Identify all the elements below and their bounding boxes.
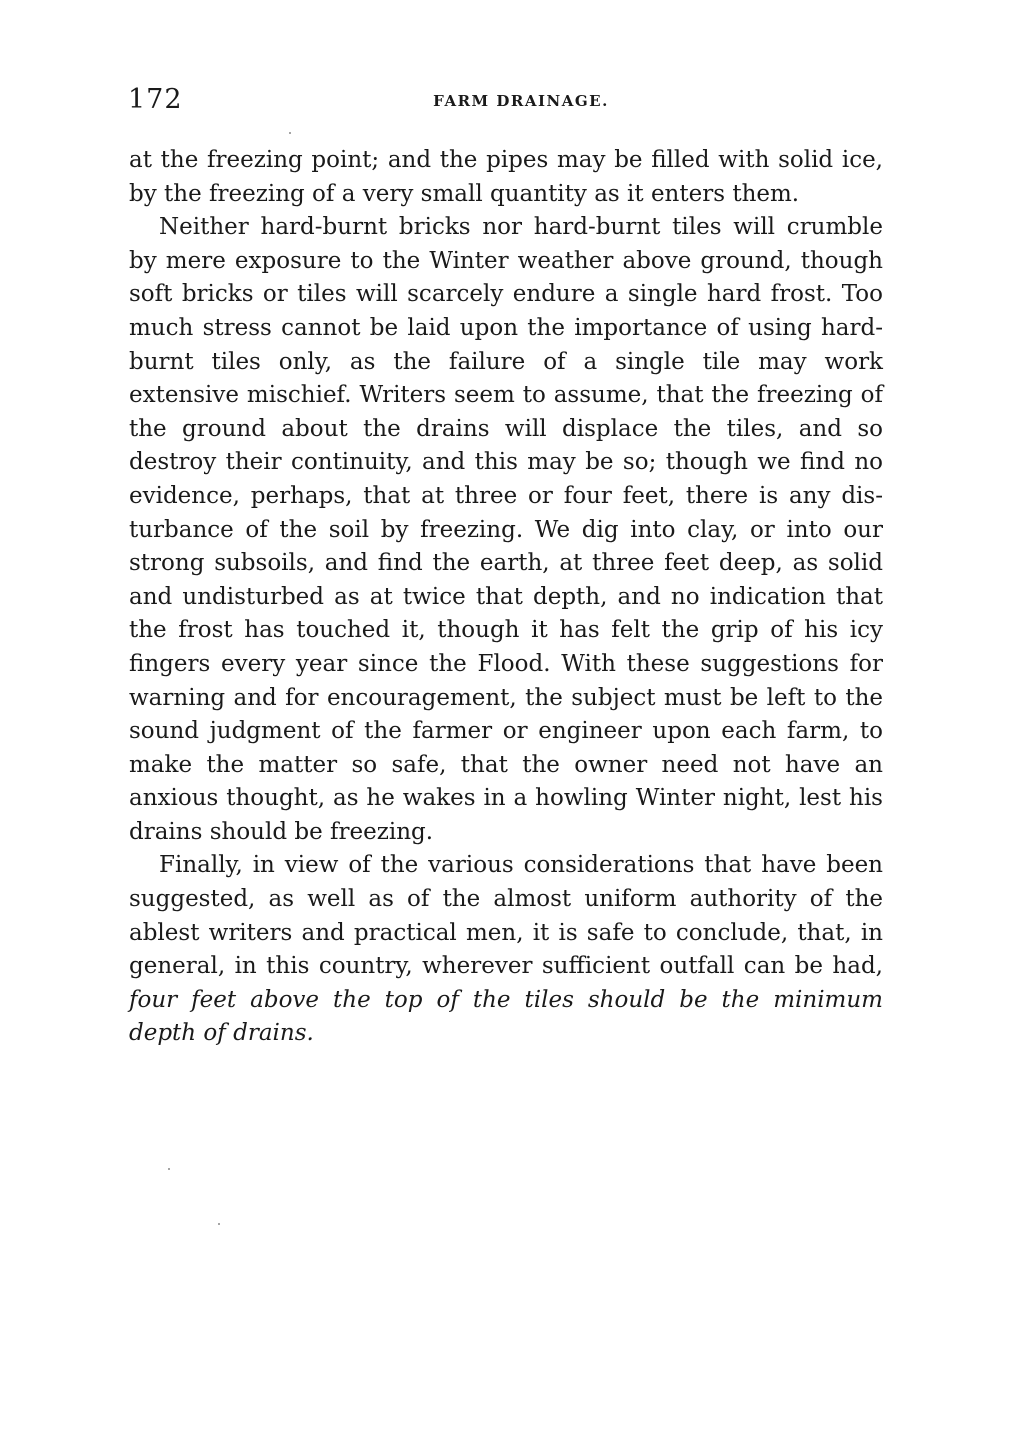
running-head bbox=[128, 84, 884, 118]
conclusion-emphasis: four feet above the top of the tiles should be the minimum depth of drains. bbox=[129, 986, 883, 1047]
paragraph-continued: at the freezing point; and the pipes may be filled with solid ice, by the freezing of a very small quantity as it enters them. bbox=[129, 147, 883, 207]
conclusion-text: Finally, in view of the various considerations that have been suggested, as well as of the almost uniform authority of the ablest writers and practical men, it is safe to conclude, that, in general, in this country, wherever sufficient outfall can be had, bbox=[129, 852, 883, 980]
print-speck bbox=[289, 132, 291, 134]
paragraph-conclusion bbox=[129, 849, 883, 1051]
body-text bbox=[129, 144, 883, 1051]
paragraph-frost-and-tiles: Neither hard-burnt bricks nor hard-burnt tiles will crumble by mere exposure to the Winter weather above ground, though soft bricks or tiles will scarcely endure a single hard frost. Too much stress cannot be laid upon the importance of using hard-burnt tiles only, as the failure of a single tile may work extensive mischief. Writers seem to assume, that the freezing of the ground about the drains will displace the tiles, and so destroy their continuity, and this may be so; though we find no evidence, perhaps, that at three or four feet, there is any disturbance of the soil by freezing. We dig into clay, or into our strong subsoils, and find the earth, at three feet deep, as solid and undisturbed as at twice that depth, and no indication that the frost has touched it, though it has felt the grip of his icy fingers every year since the Flood. With these suggestions for warning and for encouragement, the subject must be left to the sound judgment of the farmer or engineer upon each farm, to make the matter so safe, that the owner need not have an anxious thought, as he wakes in a howling Winter night, lest his drains should be freezing. bbox=[129, 214, 883, 845]
page-number: 172 bbox=[128, 84, 183, 115]
print-speck bbox=[218, 1223, 220, 1225]
running-title: FARM DRAINAGE. bbox=[433, 92, 609, 110]
print-speck bbox=[168, 1168, 170, 1170]
